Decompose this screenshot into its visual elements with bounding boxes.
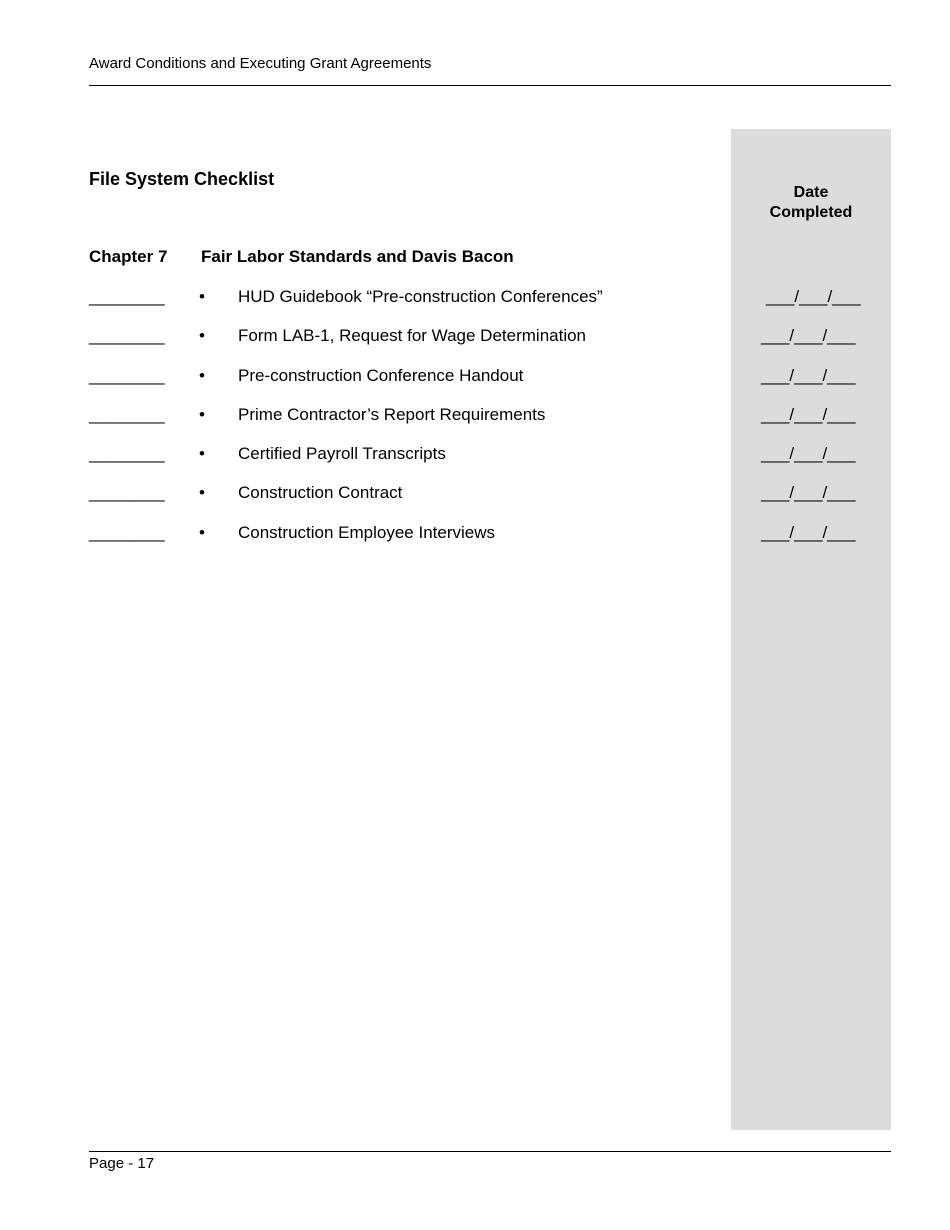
footer-rule xyxy=(89,1151,891,1152)
bullet-icon: • xyxy=(199,326,205,345)
initials-blank[interactable]: ________ xyxy=(89,405,165,424)
date-completed-blank[interactable]: ___/___/___ xyxy=(766,287,861,306)
date-heading-line1: Date xyxy=(793,184,829,201)
checklist-row xyxy=(0,326,950,350)
chapter-label: Chapter 7 xyxy=(89,247,168,266)
initials-blank[interactable]: ________ xyxy=(89,444,165,463)
checklist-item-text: Form LAB-1, Request for Wage Determination xyxy=(238,326,587,345)
bullet-icon: • xyxy=(199,523,205,542)
bullet-icon: • xyxy=(199,287,205,306)
bullet-icon: • xyxy=(199,366,205,385)
checklist-row xyxy=(0,444,950,468)
bullet-icon: • xyxy=(199,405,205,424)
checklist-item-text: Pre-construction Conference Handout xyxy=(238,366,524,385)
date-completed-blank[interactable]: ___/___/___ xyxy=(761,523,856,542)
checklist-item-text: Certified Payroll Transcripts xyxy=(238,444,446,463)
date-completed-blank[interactable]: ___/___/___ xyxy=(761,405,856,424)
date-completed-blank[interactable]: ___/___/___ xyxy=(761,444,856,463)
initials-blank[interactable]: ________ xyxy=(89,287,165,306)
date-completed-column xyxy=(731,129,891,1130)
initials-blank[interactable]: ________ xyxy=(89,523,165,542)
chapter-title: Fair Labor Standards and Davis Bacon xyxy=(201,247,514,266)
initials-blank[interactable]: ________ xyxy=(89,483,165,502)
bullet-icon: • xyxy=(199,444,205,463)
date-heading-line2: Completed xyxy=(769,204,853,221)
page-number: Page - 17 xyxy=(89,1155,155,1172)
checklist-row xyxy=(0,523,950,547)
checklist-row xyxy=(0,287,950,311)
date-completed-blank[interactable]: ___/___/___ xyxy=(761,366,856,385)
running-header: Award Conditions and Executing Grant Agreements xyxy=(89,55,432,72)
date-completed-blank[interactable]: ___/___/___ xyxy=(761,326,856,345)
date-completed-blank[interactable]: ___/___/___ xyxy=(761,483,856,502)
checklist-item-text: HUD Guidebook “Pre-construction Conferences” xyxy=(238,287,603,306)
checklist-title: File System Checklist xyxy=(89,169,275,189)
checklist-row xyxy=(0,483,950,507)
checklist-item-text: Prime Contractor’s Report Requirements xyxy=(238,405,546,424)
bullet-icon: • xyxy=(199,483,205,502)
header-rule xyxy=(89,85,891,86)
date-completed-heading xyxy=(731,183,891,223)
initials-blank[interactable]: ________ xyxy=(89,326,165,345)
initials-blank[interactable]: ________ xyxy=(89,366,165,385)
checklist-row xyxy=(0,366,950,390)
checklist-item-text: Construction Contract xyxy=(238,483,403,502)
checklist-item-text: Construction Employee Interviews xyxy=(238,523,496,542)
checklist-row xyxy=(0,405,950,429)
